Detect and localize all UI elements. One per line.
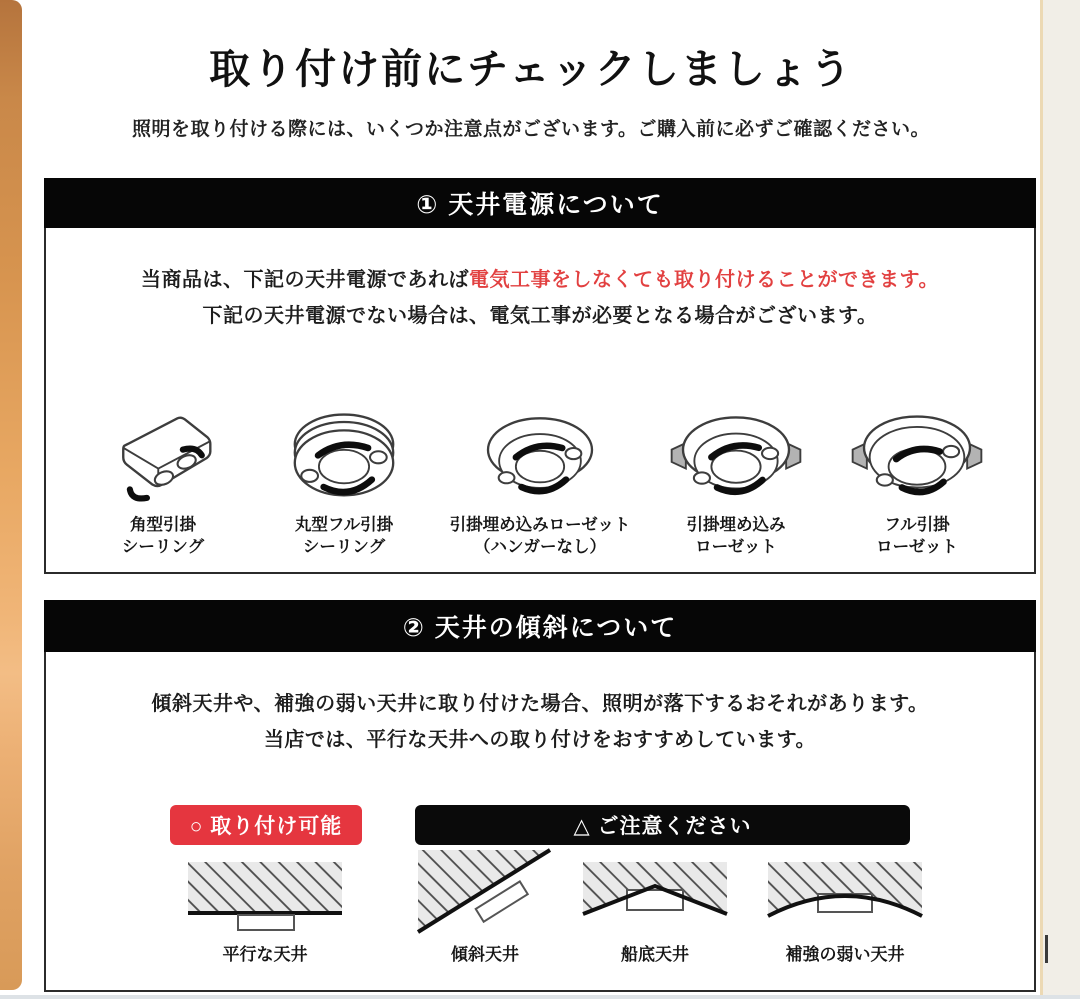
socket-label: 丸型フル引掛 シーリング bbox=[294, 516, 394, 557]
ceiling-item-weak-reinforcement bbox=[760, 858, 930, 965]
sloped-ceiling-icon bbox=[410, 840, 560, 936]
flat-ceiling-icon bbox=[180, 858, 350, 936]
photo-edge-left-orange-strip bbox=[0, 0, 22, 990]
socket-label: 角型引掛 シーリング bbox=[121, 516, 205, 557]
socket-item-recessed-rosette-no-hanger bbox=[436, 408, 644, 559]
ceiling-label: 傾斜天井 bbox=[451, 945, 519, 964]
photo-edge-bottom-strip bbox=[0, 995, 1080, 999]
photo-edge-right-cream-strip bbox=[1040, 0, 1080, 999]
photo-edge-mark bbox=[1045, 935, 1048, 963]
section1-line1-red: 電気工事をしなくても取り付けることができます。 bbox=[469, 269, 939, 291]
recessed-hook-rosette-no-hanger-icon bbox=[475, 408, 605, 514]
round-full-hook-ceiling-socket-icon bbox=[279, 408, 409, 514]
socket-label: 引掛埋め込み ローゼット bbox=[686, 516, 786, 557]
page-title: 取り付け前にチェックしましょう bbox=[209, 46, 853, 92]
full-hook-rosette-icon bbox=[845, 408, 989, 514]
socket-item-recessed-rosette bbox=[647, 408, 825, 559]
ceiling-item-boat-bottom bbox=[575, 858, 735, 965]
socket-label: 引掛埋め込みローゼット （ハンガーなし） bbox=[449, 516, 631, 557]
ceiling-item-sloped bbox=[410, 840, 560, 965]
socket-item-square-hook bbox=[74, 408, 252, 559]
socket-item-full-hook-rosette bbox=[828, 408, 1006, 559]
ceiling-label: 平行な天井 bbox=[222, 945, 308, 964]
square-hook-ceiling-socket-icon bbox=[98, 408, 228, 514]
weak-ceiling-icon bbox=[760, 858, 930, 936]
installable-badge: ○ 取り付け可能 bbox=[170, 805, 362, 845]
section2-line1: 傾斜天井や、補強の弱い天井に取り付けた場合、照明が落下するおそれがあります。 bbox=[151, 693, 929, 715]
ceiling-label: 船底天井 bbox=[621, 945, 689, 964]
socket-label: フル引掛 ローゼット bbox=[876, 516, 958, 557]
page-subtitle: 照明を取り付ける際には、いくつか注意点がございます。ご購入前に必ずご確認ください。 bbox=[132, 119, 930, 140]
socket-type-row bbox=[46, 408, 1034, 559]
section-ceiling-slope bbox=[44, 600, 1036, 992]
recessed-hook-rosette-icon bbox=[664, 408, 808, 514]
ceiling-label: 補強の弱い天井 bbox=[785, 945, 905, 964]
section1-body bbox=[44, 228, 1036, 574]
section2-header: ② 天井の傾斜について bbox=[44, 600, 1036, 652]
section1-paragraph bbox=[46, 262, 1034, 334]
caution-badge: △ ご注意ください bbox=[415, 805, 910, 845]
section-ceiling-power bbox=[44, 178, 1036, 574]
socket-item-round-full-hook bbox=[255, 408, 433, 559]
section1-header: ① 天井電源について bbox=[44, 178, 1036, 228]
boat-bottom-ceiling-icon bbox=[575, 858, 735, 936]
section1-line1-black: 当商品は、下記の天井電源であれば bbox=[141, 269, 470, 291]
section2-paragraph bbox=[46, 686, 1034, 758]
ceiling-item-flat bbox=[180, 858, 350, 965]
section1-line2: 下記の天井電源でない場合は、電気工事が必要となる場合がございます。 bbox=[202, 305, 878, 327]
section2-line2: 当店では、平行な天井への取り付けをおすすめしています。 bbox=[263, 729, 817, 751]
